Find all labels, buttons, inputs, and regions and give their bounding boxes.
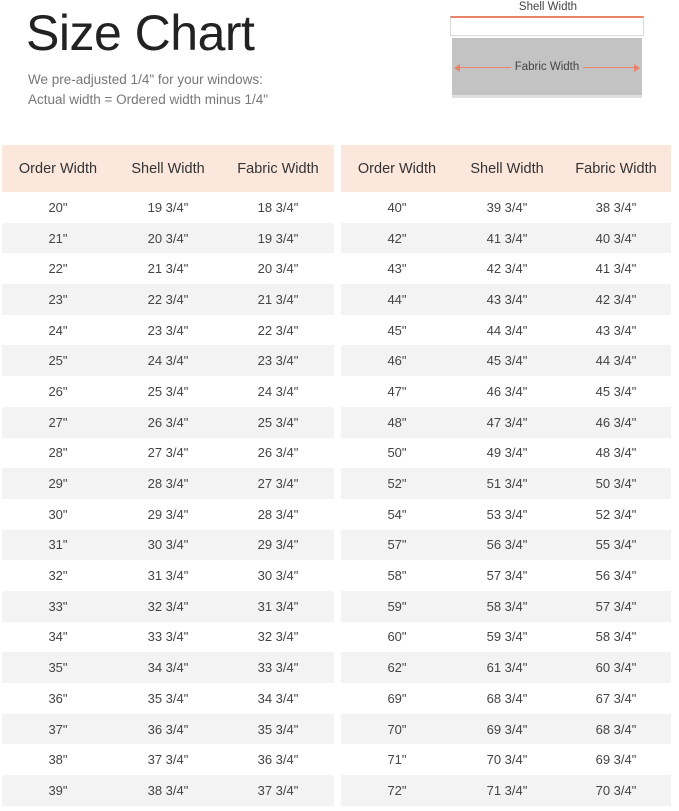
table-row [341,591,671,622]
table-row [2,253,334,284]
shell-width-cell: 32 3/4" [114,591,222,622]
table-row [2,499,334,530]
header-shell-width: Shell Width [114,145,222,192]
shell-width-cell: 49 3/4" [453,438,561,469]
fabric-width-cell: 68 3/4" [561,714,671,745]
order-width-cell: 21" [2,223,114,254]
fabric-width-cell: 40 3/4" [561,223,671,254]
order-width-cell: 39" [2,775,114,806]
table-row [341,376,671,407]
order-width-cell: 34" [2,622,114,653]
fabric-width-cell: 37 3/4" [222,775,334,806]
header-shell-width: Shell Width [453,145,561,192]
order-width-cell: 50" [341,438,453,469]
fabric-width-cell: 46 3/4" [561,407,671,438]
fabric-width-cell: 41 3/4" [561,253,671,284]
order-width-cell: 57" [341,530,453,561]
order-width-cell: 33" [2,591,114,622]
order-width-cell: 45" [341,315,453,346]
fabric-width-cell: 29 3/4" [222,530,334,561]
order-width-cell: 69" [341,683,453,714]
shell-width-cell: 22 3/4" [114,284,222,315]
size-table-right [341,145,671,806]
order-width-cell: 43" [341,253,453,284]
fabric-width-cell: 22 3/4" [222,315,334,346]
order-width-cell: 60" [341,622,453,653]
table-row [2,652,334,683]
fabric-width-cell: 35 3/4" [222,714,334,745]
order-width-cell: 28" [2,438,114,469]
shell-width-cell: 44 3/4" [453,315,561,346]
table-row [2,438,334,469]
shell-width-cell: 58 3/4" [453,591,561,622]
fabric-width-cell: 23 3/4" [222,345,334,376]
fabric-width-cell: 19 3/4" [222,223,334,254]
order-width-cell: 46" [341,345,453,376]
fabric-width-label-wrap [452,59,642,75]
table-row [2,345,334,376]
table-row [2,284,334,315]
order-width-cell: 36" [2,683,114,714]
shell-width-cell: 51 3/4" [453,468,561,499]
table-row [341,560,671,591]
table-row [341,223,671,254]
shell-width-cell: 26 3/4" [114,407,222,438]
order-width-cell: 29" [2,468,114,499]
order-width-cell: 48" [341,407,453,438]
shell-width-cell: 41 3/4" [453,223,561,254]
order-width-cell: 58" [341,560,453,591]
fabric-width-cell: 32 3/4" [222,622,334,653]
shell-bar [450,16,644,36]
shell-width-cell: 46 3/4" [453,376,561,407]
shell-width-cell: 69 3/4" [453,714,561,745]
fabric-width-cell: 34 3/4" [222,683,334,714]
table-row [2,376,334,407]
shell-width-cell: 39 3/4" [453,192,561,223]
fabric-width-cell: 58 3/4" [561,622,671,653]
fabric-width-cell: 44 3/4" [561,345,671,376]
order-width-cell: 30" [2,499,114,530]
table-row [2,744,334,775]
shell-width-cell: 19 3/4" [114,192,222,223]
order-width-cell: 37" [2,714,114,745]
fabric-width-cell: 25 3/4" [222,407,334,438]
order-width-cell: 62" [341,652,453,683]
order-width-cell: 26" [2,376,114,407]
fabric-width-cell: 30 3/4" [222,560,334,591]
order-width-cell: 35" [2,652,114,683]
table-row [341,622,671,653]
fabric-width-cell: 55 3/4" [561,530,671,561]
order-width-cell: 32" [2,560,114,591]
table-row [341,315,671,346]
shell-width-cell: 35 3/4" [114,683,222,714]
shell-width-cell: 23 3/4" [114,315,222,346]
order-width-cell: 59" [341,591,453,622]
order-width-cell: 44" [341,284,453,315]
fabric-width-cell: 27 3/4" [222,468,334,499]
shell-width-cell: 36 3/4" [114,714,222,745]
order-width-cell: 52" [341,468,453,499]
shell-width-cell: 61 3/4" [453,652,561,683]
fabric-width-cell: 33 3/4" [222,652,334,683]
table-row [341,438,671,469]
fabric-width-cell: 20 3/4" [222,253,334,284]
shell-width-cell: 47 3/4" [453,407,561,438]
table-row [341,468,671,499]
shell-width-cell: 25 3/4" [114,376,222,407]
note-line-2: Actual width = Ordered width minus 1/4" [28,92,269,107]
order-width-cell: 71" [341,744,453,775]
table-header-row [2,145,334,192]
table-row [2,775,334,806]
shell-width-cell: 27 3/4" [114,438,222,469]
shell-width-cell: 33 3/4" [114,622,222,653]
fabric-width-cell: 45 3/4" [561,376,671,407]
header-order-width: Order Width [2,145,114,192]
shade-width-diagram [448,0,648,110]
fabric-width-cell: 70 3/4" [561,775,671,806]
table-row [341,714,671,745]
order-width-cell: 20" [2,192,114,223]
table-row [2,407,334,438]
order-width-cell: 54" [341,499,453,530]
shell-width-cell: 20 3/4" [114,223,222,254]
shell-width-cell: 45 3/4" [453,345,561,376]
table-row [2,714,334,745]
table-row [2,315,334,346]
fabric-width-cell: 28 3/4" [222,499,334,530]
order-width-cell: 38" [2,744,114,775]
table-row [341,253,671,284]
fabric-width-cell: 67 3/4" [561,683,671,714]
shell-width-cell: 29 3/4" [114,499,222,530]
table-row [341,530,671,561]
table-row [341,407,671,438]
table-row [2,223,334,254]
shell-width-cell: 70 3/4" [453,744,561,775]
order-width-cell: 25" [2,345,114,376]
shell-width-cell: 34 3/4" [114,652,222,683]
order-width-cell: 22" [2,253,114,284]
fabric-width-cell: 48 3/4" [561,438,671,469]
shell-width-cell: 42 3/4" [453,253,561,284]
shell-width-cell: 59 3/4" [453,622,561,653]
order-width-cell: 47" [341,376,453,407]
fabric-width-cell: 60 3/4" [561,652,671,683]
order-width-cell: 40" [341,192,453,223]
shell-width-cell: 38 3/4" [114,775,222,806]
adjustment-note [28,70,268,110]
shell-width-cell: 21 3/4" [114,253,222,284]
table-row [2,530,334,561]
fabric-width-cell: 69 3/4" [561,744,671,775]
fabric-width-cell: 52 3/4" [561,499,671,530]
table-header-row [341,145,671,192]
table-row [341,499,671,530]
table-row [341,775,671,806]
order-width-cell: 72" [341,775,453,806]
shell-width-label: Shell Width [518,1,578,13]
note-line-1: We pre-adjusted 1/4" for your windows: [28,72,263,87]
order-width-cell: 42" [341,223,453,254]
table-row [2,468,334,499]
table-row [341,683,671,714]
shell-width-cell: 30 3/4" [114,530,222,561]
order-width-cell: 70" [341,714,453,745]
table-row [341,744,671,775]
fabric-width-cell: 18 3/4" [222,192,334,223]
fabric-width-cell: 36 3/4" [222,744,334,775]
table-row [341,192,671,223]
table-row [341,652,671,683]
shell-width-cell: 56 3/4" [453,530,561,561]
shell-width-cell: 37 3/4" [114,744,222,775]
fabric-width-cell: 24 3/4" [222,376,334,407]
shell-width-cell: 24 3/4" [114,345,222,376]
fabric-width-cell: 38 3/4" [561,192,671,223]
fabric-width-cell: 21 3/4" [222,284,334,315]
fabric-width-cell: 57 3/4" [561,591,671,622]
order-width-cell: 24" [2,315,114,346]
table-row [2,622,334,653]
fabric-width-cell: 31 3/4" [222,591,334,622]
size-table-left [2,145,334,806]
fabric-width-label: Fabric Width [511,61,584,73]
table-row [2,683,334,714]
shell-width-cell: 71 3/4" [453,775,561,806]
fabric-width-cell: 26 3/4" [222,438,334,469]
shell-width-cell: 28 3/4" [114,468,222,499]
table-row [341,345,671,376]
order-width-cell: 31" [2,530,114,561]
table-row [2,192,334,223]
order-width-cell: 23" [2,284,114,315]
header-fabric-width: Fabric Width [222,145,334,192]
header-order-width: Order Width [341,145,453,192]
header-fabric-width: Fabric Width [561,145,671,192]
shell-width-cell: 57 3/4" [453,560,561,591]
fabric-panel [452,38,642,98]
order-width-cell: 27" [2,407,114,438]
table-row [341,284,671,315]
shell-width-cell: 31 3/4" [114,560,222,591]
fabric-width-cell: 42 3/4" [561,284,671,315]
shell-width-cell: 68 3/4" [453,683,561,714]
shell-width-cell: 43 3/4" [453,284,561,315]
table-row [2,560,334,591]
table-row [2,591,334,622]
fabric-width-cell: 50 3/4" [561,468,671,499]
page-title: Size Chart [26,5,255,61]
shell-width-cell: 53 3/4" [453,499,561,530]
fabric-width-cell: 56 3/4" [561,560,671,591]
fabric-width-cell: 43 3/4" [561,315,671,346]
